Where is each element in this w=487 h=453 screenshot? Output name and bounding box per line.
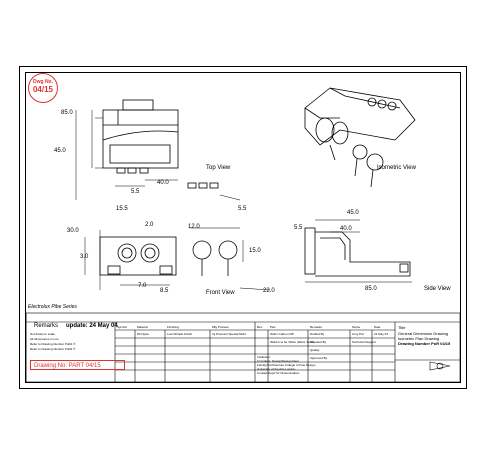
mid-header-finishing: Finishing <box>167 325 180 329</box>
dim-top-40: 40.0 <box>157 180 169 186</box>
dim-front-3: 3.0 <box>80 254 89 260</box>
side-view-geometry <box>305 220 412 282</box>
badge-number: 04/15 <box>32 85 54 94</box>
note-2: All dimensions in mm. <box>30 337 60 341</box>
drawing-number-label: Drawing No: PART 04/15 <box>30 360 125 370</box>
mid-header-symbol: Symbol <box>117 325 128 329</box>
rev-header-remarks: Remarks <box>310 325 323 329</box>
note-4: Refer to Drawing Number PoR2 ® <box>30 347 76 351</box>
front-view-label: Front View <box>206 290 235 296</box>
rev-header-date: Date <box>374 325 381 329</box>
drafted-by: Drafted By <box>310 332 325 336</box>
note-3: Refer to Drawing Number PoR1 ® <box>30 342 76 346</box>
rev-line-1: Softm Carbon MP <box>270 332 294 336</box>
mid-header-material: Material <box>137 325 148 329</box>
quality-label: Quality <box>310 348 320 352</box>
isometric-view-label: Isometric View <box>377 165 416 171</box>
dim-front-7: 7.0 <box>138 283 147 289</box>
institution-line-4: Contact Dept/ for Dissemination <box>257 371 300 375</box>
dim-front-22: 22.0 <box>263 288 275 294</box>
mid-row-material: PA Nylon <box>137 332 150 336</box>
rev-header-rev: Rev <box>257 325 263 329</box>
institution-line-2: Faculty/ Architecture College of Fine Design <box>257 363 316 367</box>
company-name: Electrolux Pibe Series <box>28 304 77 310</box>
side-view-label: Side View <box>424 286 451 292</box>
rev-header-name: Name <box>352 325 361 329</box>
title-line-2: Isometric Plan Drawing <box>398 336 440 341</box>
isometric-view-geometry <box>305 88 415 187</box>
title-label: Title <box>398 325 406 330</box>
dim-side-45: 45.0 <box>347 210 359 216</box>
checked-name: Technical Support <box>352 340 376 344</box>
mid-header-process: Mfg Process <box>212 325 229 329</box>
top-view-label: Top View <box>206 165 231 171</box>
mid-row-finish: Low Wrinkle Finish <box>167 332 193 336</box>
institution-label: Institution: <box>257 355 271 359</box>
dim-side-40: 40.0 <box>340 226 352 232</box>
remarks-label: Remarks <box>34 323 59 329</box>
rev-header-part: Part <box>270 325 276 329</box>
dim-top-55b: 5.5 <box>238 206 247 212</box>
approved-by: Approved By <box>310 356 328 360</box>
dim-front-2: 2.0 <box>145 222 154 228</box>
dim-side-55: 5.5 <box>294 225 303 231</box>
front-view-geometry <box>85 228 270 290</box>
drafted-name: Cory Pal <box>352 332 364 336</box>
dim-top-45: 45.0 <box>54 148 66 154</box>
note-1: Not drawn to scale. <box>30 332 56 336</box>
dim-front-30: 30.0 <box>67 228 79 234</box>
checked-by: Checked By <box>310 340 327 344</box>
dim-top-85: 85.0 <box>61 110 73 116</box>
institution-line-1: (c) Industr. Design/Design Dept. <box>257 359 300 363</box>
badge-label: Dwg No. <box>33 79 53 85</box>
dim-side-85: 85.0 <box>365 286 377 292</box>
dim-front-85: 8.5 <box>160 288 169 294</box>
title-line-1: General Dimension Drawing <box>398 331 449 336</box>
dim-front-12: 12.0 <box>188 224 200 230</box>
dim-top-155: 15.5 <box>116 206 128 212</box>
dim-front-15: 15.0 <box>249 248 261 254</box>
drafted-date: 24 May 04 <box>374 332 389 336</box>
rev-line-2: Weld is to be Teflon (Weld, Solid) <box>270 340 315 344</box>
institution-line-3: University of the Arts London <box>257 367 296 371</box>
dim-top-55: 5.5 <box>131 189 140 195</box>
update-date: update: 24 May 04 <box>66 323 118 329</box>
title-line-3: Drawing Number PoR 04/15 <box>398 341 451 346</box>
mid-row-process: Inj Process/ Special Mold <box>212 332 246 336</box>
